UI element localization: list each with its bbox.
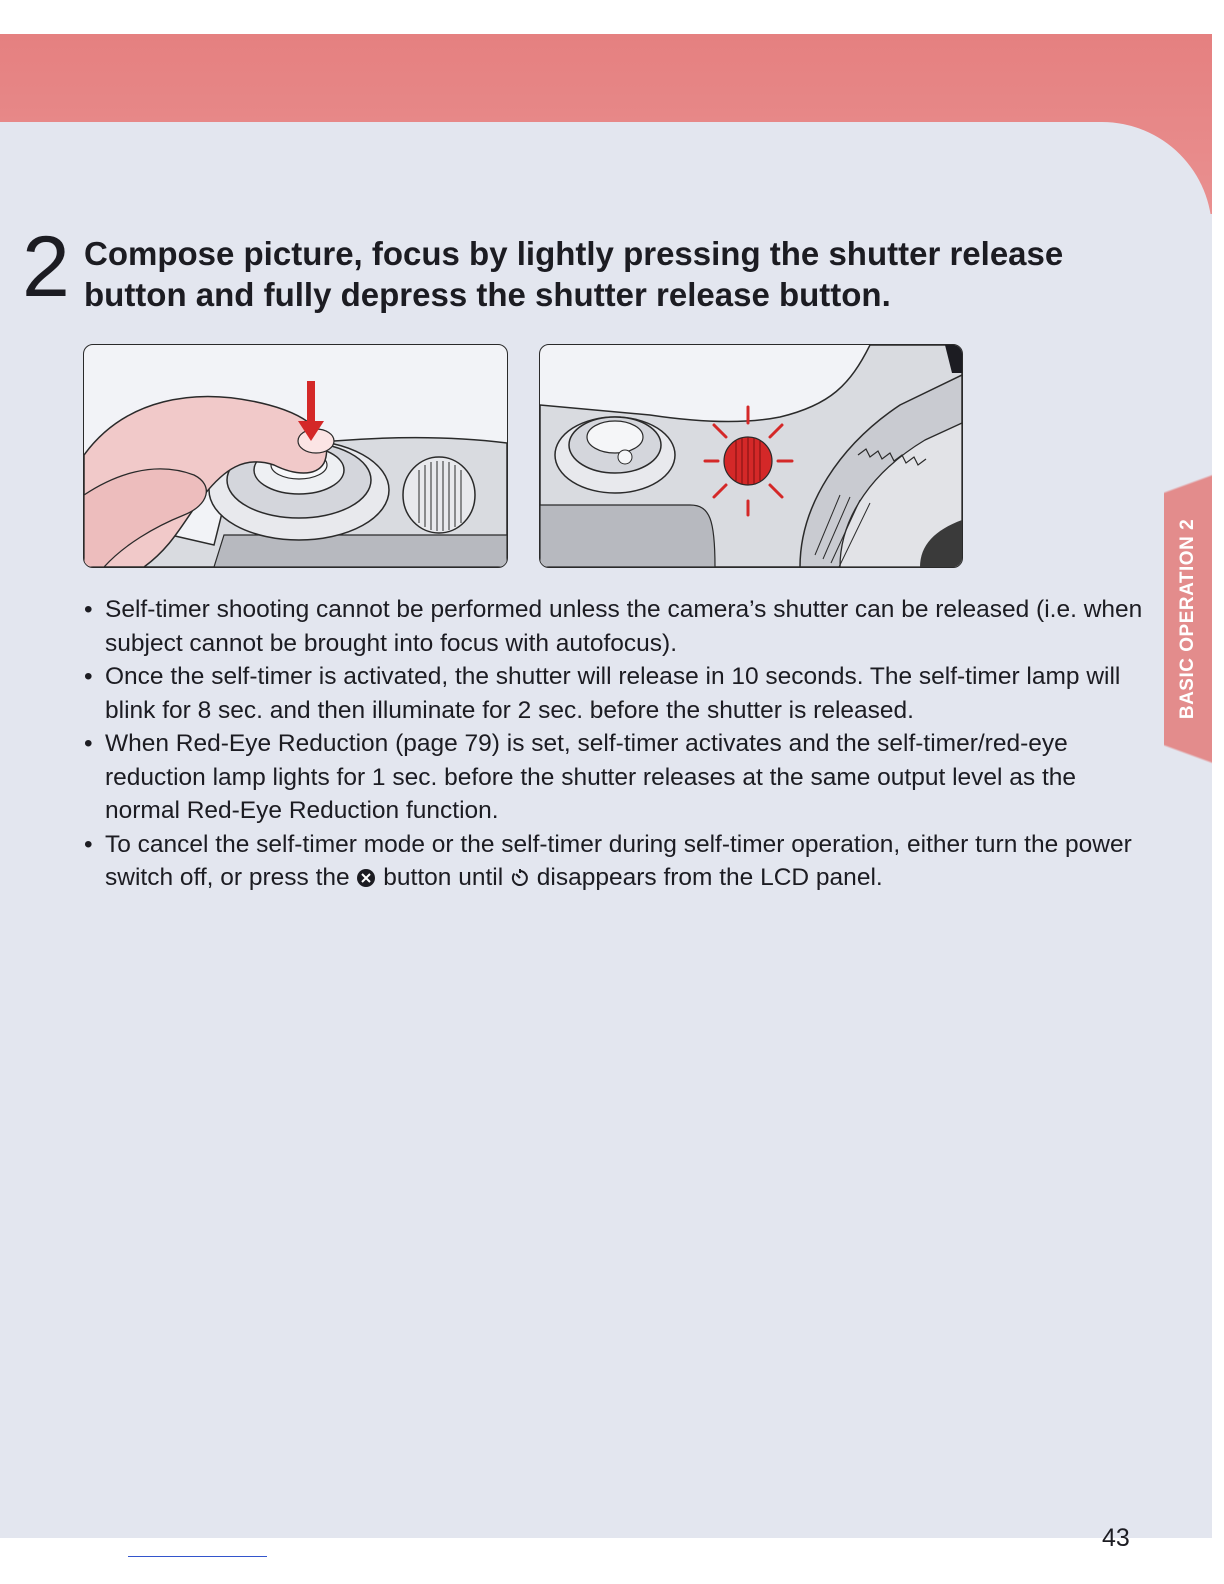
shutter-press-illustration: [83, 344, 508, 568]
note-text-after: disappears from the LCD panel.: [536, 864, 883, 891]
bullet-dot: •: [84, 830, 93, 858]
self-timer-icon: [510, 864, 530, 898]
bullet-dot: •: [84, 596, 93, 623]
step-title: Compose picture, focus by lightly pressing the shutter release button and fully depress the shutter release button.: [84, 235, 1064, 313]
manual-page: [0, 34, 1212, 1552]
self-timer-lamp-illustration: [539, 344, 963, 568]
list-item: [84, 828, 1150, 898]
step-number: 2: [22, 219, 70, 315]
note-text-middle: button until: [383, 864, 504, 891]
section-tab-label-wrap: [1164, 498, 1212, 740]
side-tab-taper-bottom: [1164, 734, 1212, 774]
shutter-press-drawing: [84, 345, 507, 567]
notes-list: [84, 593, 1150, 898]
list-item: [84, 593, 1150, 660]
page-number: 43: [1102, 1524, 1130, 1552]
bullet-dot: •: [84, 663, 93, 690]
self-timer-lamp-drawing: [540, 345, 962, 567]
list-item: [84, 660, 1150, 727]
footer-rule: [128, 1556, 267, 1557]
note-text-before: To cancel the self-timer mode or the self-timer during self-timer operation, either turn the power switch off, or press the: [105, 830, 1132, 891]
section-tab-label: BASIC OPERATION 2: [1177, 518, 1198, 720]
note-text: Self-timer shooting cannot be performed unless the camera’s shutter can be released (i.e. when subject cannot be brought into focus with autofocus).: [105, 596, 1143, 657]
note-text: Once the self-timer is activated, the shutter will release in 10 seconds. The self-timer lamp will blink for 8 sec. and then illuminate for 2 sec. before the shutter is released.: [105, 663, 1121, 724]
list-item: [84, 727, 1150, 828]
note-text: When Red-Eye Reduction (page 79) is set, self-timer activates and the self-timer/red-eye reduction lamp lights for 1 sec. before the shutter releases at the same output level as the normal Red-Eye Reduction function.: [105, 730, 1077, 824]
drive-mode-button-icon: [356, 864, 376, 898]
bullet-dot: •: [84, 730, 93, 757]
